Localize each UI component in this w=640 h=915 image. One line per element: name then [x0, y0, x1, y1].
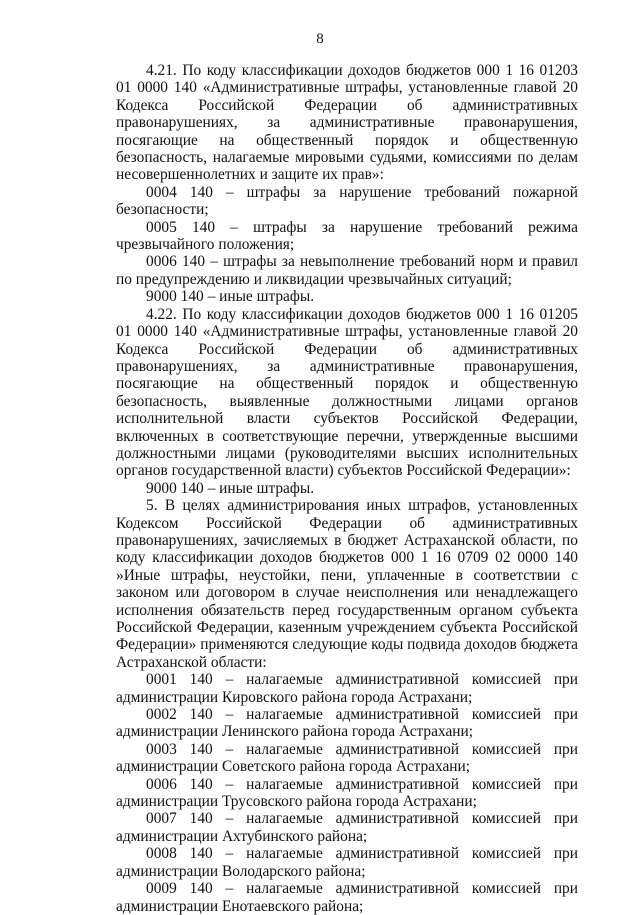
paragraph: 4.22. По кодy классификации доходов бюджетов 000 1 16 01205 01 0000 140 «Административные штрафы, установленные главой 20 Кодекса Российской Федерации об административных правонарушениях, за административные правонарушения, посягающие на общественный порядок и общественную безопасность, выявленные должностными лицами органов исполнительной власти субъектов Российской Федерации, включенных в соответствующие перечни, утвержденные высшими должностными лицами (руководителями высших исполнительных органов государственной власти) субъектов Российской Федерации»: — [116, 305, 578, 480]
paragraph: 0009 140 – налагаемые административной комиссией при администрации Енотаевского района; — [116, 880, 578, 915]
paragraph: 0006 140 – налагаемые административной комиссией при администрации Трусовского района города Астрахани; — [116, 775, 578, 811]
paragraph: 9000 140 – иные штрафы. — [146, 288, 315, 306]
paragraph: 5. В целях администрирования иных штрафов, установленных Кодексом Российской Федерации об административных правонарушениях, зачисляемых в бюджет Астраханской области, по коду классификации доходов бюджетов 000 1 16 0709 02 0000 140 »Иные штрафы, неустойки, пени, уплаченные в соответствии с законом или договором в случае неисполнения или ненадлежащего исполнения обязательств перед государственным органом субъекта Российской Федерации, казенным учреждением субъекта Российской Федерации» применяются следующие коды подвида доходов бюджета Астраханской области: — [116, 497, 579, 671]
paragraph: 0008 140 – налагаемые административной комиссией при администрации Володарского района; — [116, 845, 578, 880]
paragraph: 0001 140 – налагаемые административной комиссией при администрации Кировского района города Астрахани; — [116, 671, 578, 706]
paragraph: 0006 140 – штрафы за невыполнение требований норм и правил по предупреждению и ликвидации чрезвычайных ситуаций; — [116, 253, 578, 288]
document-body — [116, 62, 578, 915]
paragraph: 0005 140 – штрафы за нарушение требований режима чрезвычайного положения; — [116, 218, 578, 254]
paragraph: 9000 140 – иные штрафы. — [146, 479, 315, 497]
paragraph: 0004 140 – штрафы за нарушение требований пожарной безопасности; — [116, 183, 578, 219]
paragraph: 4.21. По кодy классификации доходов бюджетов 000 1 16 01203 01 0000 140 «Административные штрафы, установленные главой 20 Кодекса Российской Федерации об административных правонарушениях, за административные правонарушения, посягающие на общественный порядок и общественную безопасность, налагаемые мировыми судьями, комиссиями по делам несовершеннолетних и защите их прав»: — [116, 62, 578, 184]
paragraph: 0007 140 – налагаемые административной комиссией при администрации Ахтубинского района; — [116, 810, 578, 845]
paragraph: 0002 140 – налагаемые административной комиссией при администрации Ленинского района города Астрахани; — [116, 706, 578, 741]
paragraph: 0003 140 – налагаемые административной комиссией при администрации Советского района города Астрахани; — [116, 740, 578, 776]
page-number: 8 — [316, 31, 324, 47]
